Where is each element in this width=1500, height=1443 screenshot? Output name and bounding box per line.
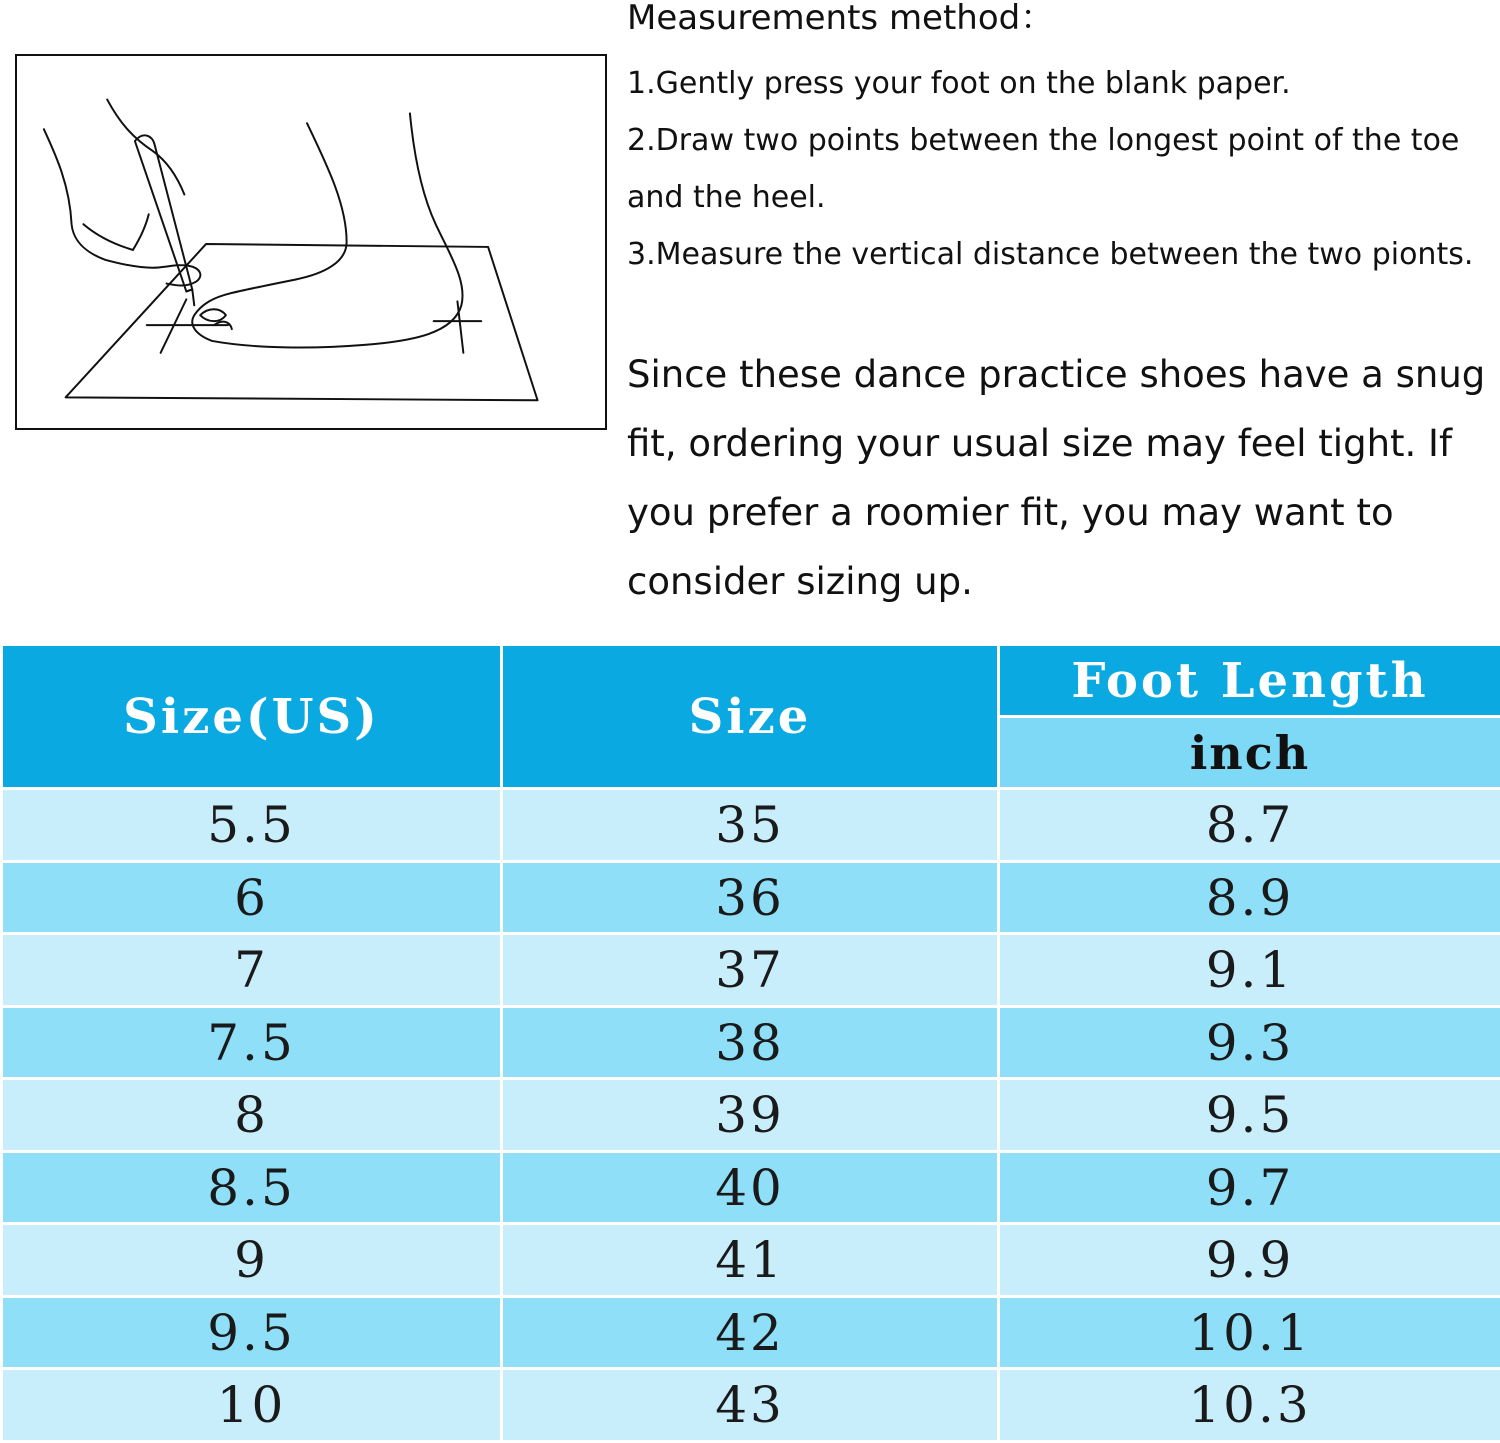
cell-size-us: 9.5 <box>2 1297 502 1369</box>
cell-inch: 9.9 <box>999 1224 1500 1297</box>
fit-note: Since these dance practice shoes have a snug fit, ordering your usual size may feel tight. If you prefer a roomier fit, you may want to consider sizing up. <box>627 340 1497 616</box>
cell-size-us: 10 <box>2 1369 502 1442</box>
method-step-2-continued: and the heel. <box>627 169 826 226</box>
cell-inch: 10.1 <box>999 1297 1500 1369</box>
method-step-2: 2.Draw two points between the longest point of the toe <box>627 112 1459 169</box>
header-size: Size <box>502 645 999 789</box>
cell-size-us: 7.5 <box>2 1007 502 1079</box>
header-foot-length: Foot Length <box>999 645 1500 717</box>
cell-size-us: 7 <box>2 934 502 1007</box>
cell-size: 42 <box>502 1297 999 1369</box>
table-row <box>2 1297 1500 1369</box>
cell-size-us: 8 <box>2 1079 502 1152</box>
cell-size: 41 <box>502 1224 999 1297</box>
cell-size: 35 <box>502 789 999 862</box>
cell-inch: 8.7 <box>999 789 1500 862</box>
cell-size: 40 <box>502 1152 999 1224</box>
cell-size: 38 <box>502 1007 999 1079</box>
cell-size-us: 9 <box>2 1224 502 1297</box>
table-row <box>2 1079 1500 1152</box>
cell-inch: 9.5 <box>999 1079 1500 1152</box>
cell-inch: 9.1 <box>999 934 1500 1007</box>
size-chart-table <box>0 643 1500 1443</box>
foot-measurement-illustration-icon <box>17 56 605 428</box>
method-step-1: 1.Gently press your foot on the blank paper. <box>627 55 1291 112</box>
table-row <box>2 862 1500 934</box>
header-size-us: Size(US) <box>2 645 502 789</box>
table-header-row <box>2 645 1500 717</box>
cell-size: 43 <box>502 1369 999 1442</box>
cell-inch: 8.9 <box>999 862 1500 934</box>
foot-measurement-illustration <box>15 54 607 430</box>
table-row <box>2 934 1500 1007</box>
cell-size: 39 <box>502 1079 999 1152</box>
cell-size-us: 8.5 <box>2 1152 502 1224</box>
table-row <box>2 1007 1500 1079</box>
cell-size: 37 <box>502 934 999 1007</box>
cell-inch: 10.3 <box>999 1369 1500 1442</box>
table-row <box>2 789 1500 862</box>
cell-size-us: 6 <box>2 862 502 934</box>
table-row <box>2 1152 1500 1224</box>
cell-size-us: 5.5 <box>2 789 502 862</box>
cell-size: 36 <box>502 862 999 934</box>
table-row <box>2 1224 1500 1297</box>
cell-inch: 9.7 <box>999 1152 1500 1224</box>
header-unit-inch: inch <box>999 717 1500 789</box>
method-title: Measurements method： <box>627 0 1054 38</box>
cell-inch: 9.3 <box>999 1007 1500 1079</box>
method-step-3: 3.Measure the vertical distance between the two pionts. <box>627 226 1473 283</box>
table-row <box>2 1369 1500 1442</box>
